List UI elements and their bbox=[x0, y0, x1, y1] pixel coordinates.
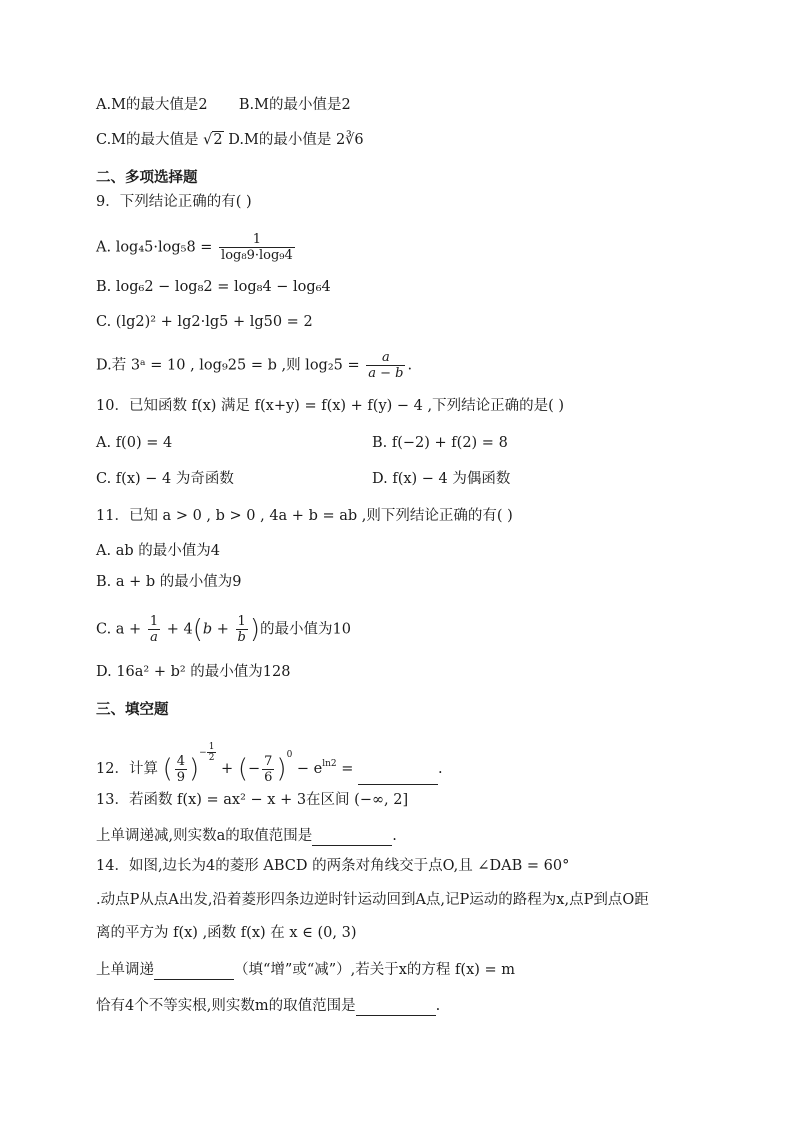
q14-line-4-suffix: （填“增”或“减”）,若关于x的方程 f(x) = m bbox=[234, 962, 516, 978]
q9-option-d-end: . bbox=[407, 357, 413, 374]
q8-option-c: C.M的最大值是 bbox=[96, 132, 199, 148]
q12-fraction-1 bbox=[175, 754, 187, 785]
q9-option-c: C. (lg2)² + lg2·lg5 + lg50 = 2 bbox=[96, 314, 313, 330]
q12-exponent-2: 0 bbox=[286, 750, 293, 760]
sqrt-symbol: √ bbox=[203, 132, 213, 148]
fraction-denominator: a − b bbox=[368, 366, 404, 381]
q14-line-1: 14．如图,边长为4的菱形 ABCD 的两条对角线交于点O,且 ∠DAB = 60° bbox=[96, 858, 570, 874]
q12-tail-exponent: ln2 bbox=[322, 759, 337, 769]
q13-end: . bbox=[392, 828, 397, 844]
left-paren-icon: ( bbox=[237, 754, 248, 784]
fraction-numerator: a bbox=[366, 350, 405, 366]
left-paren-icon: ( bbox=[162, 754, 173, 784]
q11-option-b: B. a + b 的最小值为9 bbox=[96, 574, 242, 590]
fraction-denominator: log₈9·log₉4 bbox=[221, 248, 293, 263]
q9-option-a bbox=[96, 232, 297, 263]
q13-text: 上单调递减,则实数a的取值范围是 bbox=[96, 828, 313, 844]
q8-option-c-d-row bbox=[96, 130, 364, 150]
q8-option-d: D.M的最小值是 bbox=[228, 132, 332, 148]
fraction-numerator: 4 bbox=[176, 753, 185, 769]
q14-end: . bbox=[435, 998, 441, 1014]
q14-line-5 bbox=[96, 996, 440, 1016]
section-heading-multiple-choice: 二、多项选择题 bbox=[96, 170, 198, 186]
fraction-denominator: 2 bbox=[208, 753, 215, 763]
q14-line-4 bbox=[96, 960, 515, 980]
q14-line-2: .动点P从点A出发,沿着菱形四条边逆时针运动回到A点,记P运动的路程为x,点P到点O距 bbox=[96, 892, 649, 908]
q14-answer-blank-2[interactable] bbox=[356, 1001, 436, 1016]
q9-option-a-fraction bbox=[219, 232, 295, 263]
q12-plus: + bbox=[221, 761, 234, 777]
q8-option-a-b-row bbox=[96, 95, 351, 115]
q11-option-c-inner: b + bbox=[202, 621, 229, 638]
q9-option-d bbox=[96, 350, 412, 381]
q11-stem: 11．已知 a > 0 , b > 0 , 4a + b = ab ,则下列结论正确的有( ) bbox=[96, 508, 513, 524]
q11-option-c-prefix: C. a + bbox=[96, 621, 142, 638]
fraction-denominator: a bbox=[150, 630, 158, 645]
q13-line-1: 13．若函数 f(x) = ax² − x + 3在区间 (−∞, 2] bbox=[96, 792, 409, 808]
exponent-sign: − bbox=[199, 748, 207, 758]
q14-line-4-prefix: 上单调递 bbox=[96, 962, 154, 978]
q12-row bbox=[96, 742, 443, 785]
q9-option-b: B. log₆2 − log₈2 = log₈4 − log₆4 bbox=[96, 279, 331, 295]
q9-option-d-text: D.若 3ᵃ = 10 , log₉25 = b ,则 log₂5 = bbox=[96, 357, 360, 374]
q11-option-a: A. ab 的最小值为4 bbox=[96, 543, 220, 559]
q12-minus: − bbox=[247, 761, 261, 777]
right-paren-icon: ) bbox=[249, 614, 260, 645]
q8-option-a: A.M的最大值是2 bbox=[96, 97, 208, 113]
q12-exponent-1 bbox=[199, 742, 216, 763]
q11-option-c-suffix: 的最小值为10 bbox=[259, 621, 351, 638]
q11-option-c-fraction-b bbox=[236, 614, 248, 645]
q8-option-b: B.M的最小值是2 bbox=[238, 97, 351, 113]
q10-option-a: A. f(0) = 4 bbox=[96, 435, 173, 451]
fraction-denominator: b bbox=[237, 630, 246, 645]
fraction-numerator: 1 bbox=[219, 232, 295, 248]
q12-prefix: 12．计算 bbox=[96, 761, 158, 777]
fraction-numerator: 1 bbox=[149, 614, 159, 629]
fraction-numerator: 7 bbox=[264, 753, 273, 769]
q14-line-5-prefix: 恰有4个不等实根,则实数m的取值范围是 bbox=[96, 998, 356, 1014]
q9-stem: 9．下列结论正确的有( ) bbox=[96, 194, 252, 210]
q11-option-c-fraction-a bbox=[148, 614, 160, 645]
q10-option-b: B. f(−2) + f(2) = 8 bbox=[372, 435, 508, 451]
q12-equals: = bbox=[341, 761, 354, 777]
fraction-denominator: 9 bbox=[176, 769, 185, 785]
right-paren-icon: ) bbox=[189, 754, 200, 784]
fraction-numerator: 1 bbox=[208, 742, 215, 752]
q11-option-d: D. 16a² + b² 的最小值为128 bbox=[96, 664, 291, 680]
fraction-denominator: 6 bbox=[264, 769, 273, 785]
q14-line-3: 离的平方为 f(x) ,函数 f(x) 在 x ∈ (0, 3) bbox=[96, 925, 357, 941]
section-heading-fill-in: 三、填空题 bbox=[96, 702, 169, 718]
q10-option-c: C. f(x) − 4 为奇函数 bbox=[96, 471, 234, 487]
q14-answer-blank-1[interactable] bbox=[154, 965, 234, 980]
fraction-numerator: 1 bbox=[236, 614, 248, 630]
q12-tail: − e bbox=[296, 761, 323, 777]
q11-option-c bbox=[96, 614, 351, 645]
q8-option-d-value: 2∛6 bbox=[335, 132, 364, 148]
q13-answer-blank[interactable] bbox=[312, 831, 392, 846]
q9-option-a-text: A. log₄5·log₅8 = bbox=[96, 239, 213, 256]
q10-option-d: D. f(x) − 4 为偶函数 bbox=[372, 471, 511, 487]
q13-line-2 bbox=[96, 826, 397, 846]
left-paren-icon: ( bbox=[192, 614, 203, 645]
q12-answer-blank[interactable] bbox=[358, 770, 438, 785]
q12-fraction-2 bbox=[262, 754, 274, 785]
q12-end: . bbox=[438, 761, 443, 777]
right-paren-icon: ) bbox=[276, 754, 287, 784]
q11-option-c-mid: + 4 bbox=[166, 621, 193, 638]
q10-stem: 10．已知函数 f(x) 满足 f(x+y) = f(x) + f(y) − 4 ,下列结论正确的是( ) bbox=[96, 398, 565, 414]
q9-option-d-fraction bbox=[366, 350, 405, 381]
exponent-fraction bbox=[207, 742, 217, 763]
q8-option-c-value: 2 bbox=[213, 132, 223, 148]
